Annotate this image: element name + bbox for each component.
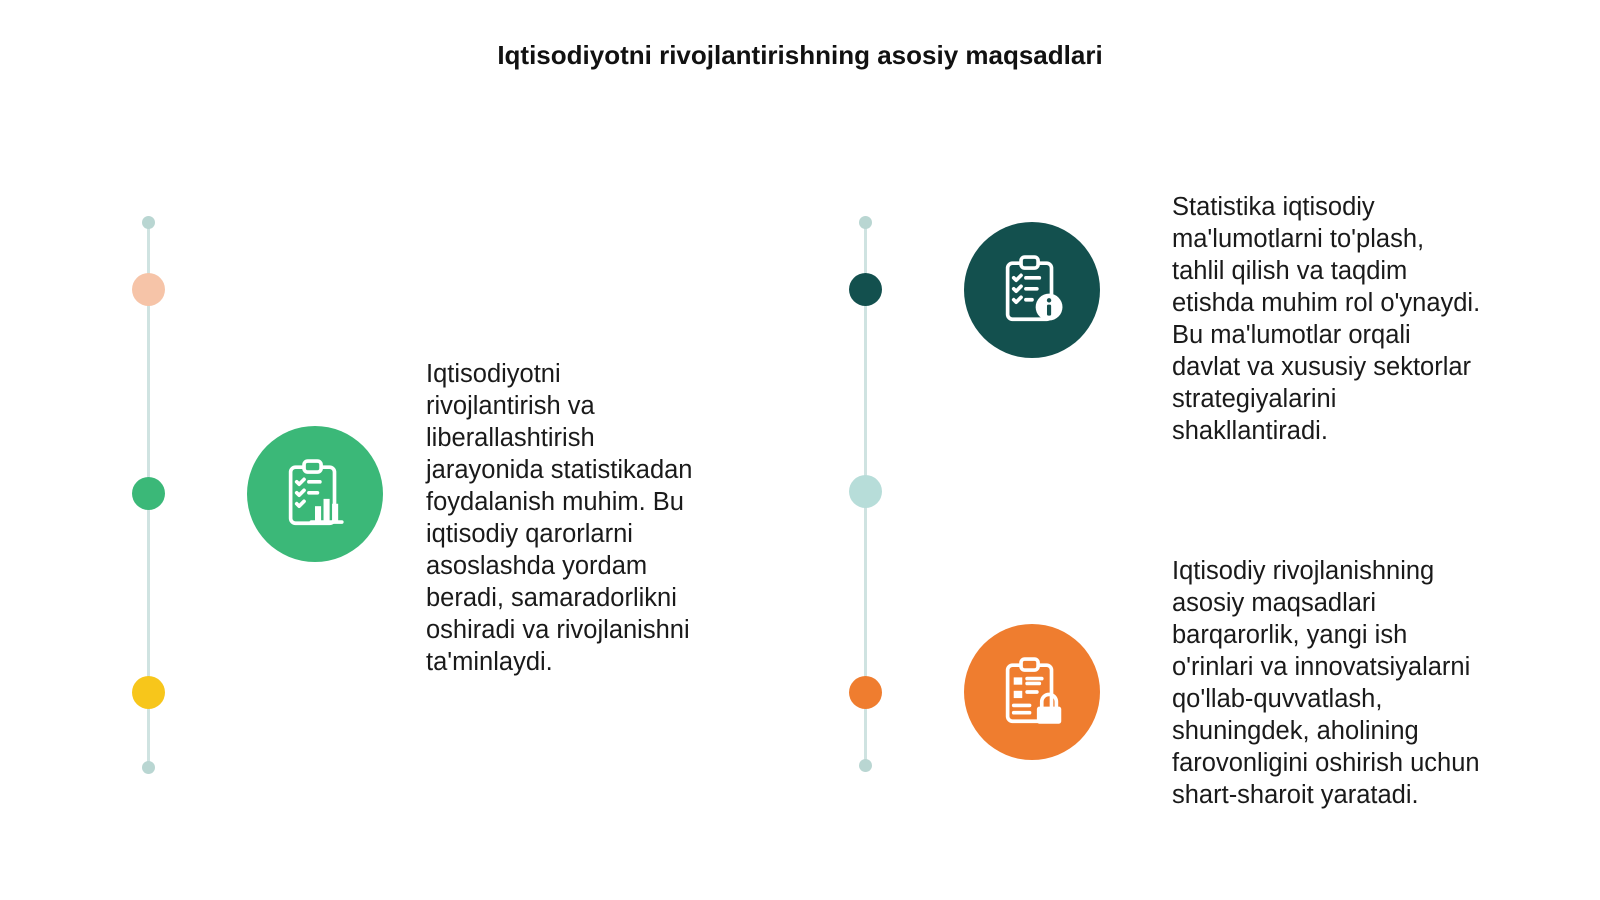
timeline-end-dot	[859, 759, 872, 772]
timeline-marker-dark-teal	[849, 273, 882, 306]
item-text: Iqtisodiyotni rivojlantirish va liberallashtirish jarayonida statistikadan foydalanish muhim. Bu iqtisodiy qarorlarni asoslashda yordam beradi, samaradorlikni oshiradi va rivojlanishni ta'minlaydi.	[426, 360, 693, 676]
timeline-marker-yellow	[132, 676, 165, 709]
timeline-end-dot	[142, 216, 155, 229]
timeline-marker-orange	[849, 676, 882, 709]
clipboard-lock-icon	[964, 624, 1100, 760]
clipboard-chart-icon	[247, 426, 383, 562]
timeline-end-dot	[859, 216, 872, 229]
timeline-end-dot	[142, 761, 155, 774]
clipboard-info-icon	[964, 222, 1100, 358]
page-title: Iqtisodiyotni rivojlantirishning asosiy maqsadlari	[497, 40, 1103, 70]
timeline-marker-light-teal	[849, 475, 882, 508]
item-text: Iqtisodiy rivojlanishning asosiy maqsadlari barqarorlik, yangi ish o'rinlari va innovatsiyalarni qo'llab-quvvatlash, shuningdek, aholining farovonligini oshirish uchun shart-sharoit yaratadi.	[1172, 557, 1480, 809]
item-text: Statistika iqtisodiy ma'lumotlarni to'plash, tahlil qilish va taqdim etishda muhim rol o'ynaydi. Bu ma'lumotlar orqali davlat va xususiy sektorlar strategiyalarini shakllantiradi.	[1172, 193, 1481, 445]
timeline-marker-green	[132, 477, 165, 510]
timeline-marker-peach	[132, 273, 165, 306]
